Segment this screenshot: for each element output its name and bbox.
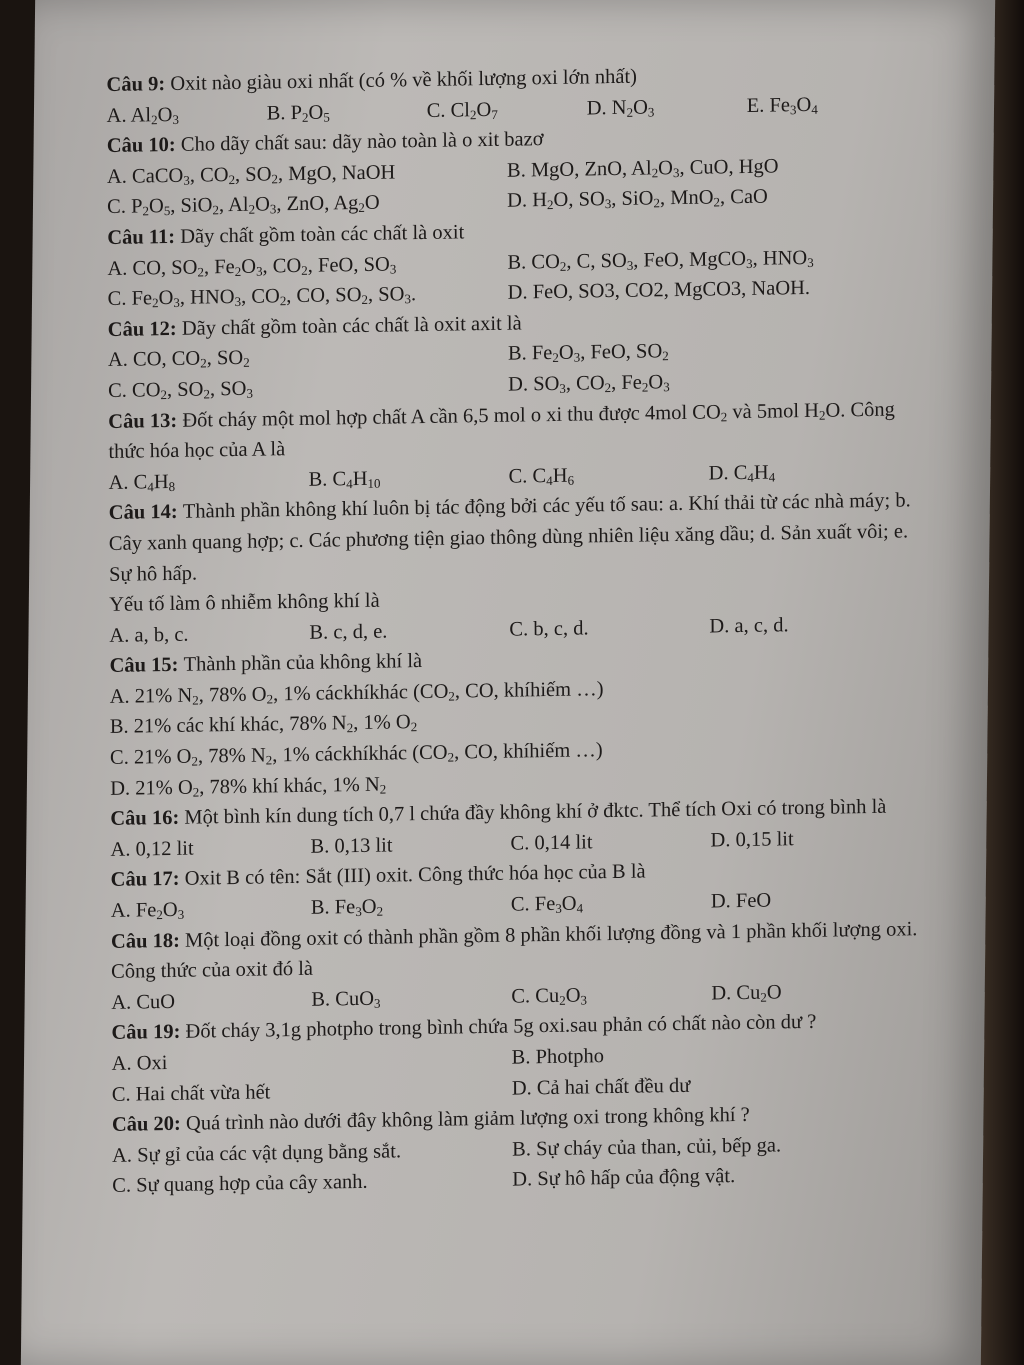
question-13: [108, 394, 929, 499]
question-number: Câu 20:: [111, 1112, 187, 1137]
answer-option: A. Oxi: [111, 1052, 168, 1075]
question-16: [110, 791, 930, 865]
question-9: [106, 57, 926, 131]
question-stem: Thành phần của không khí là: [183, 650, 423, 677]
question-stem: Oxit nào giàu oxi nhất (có % về khối lượng oxi lớn nhất): [170, 65, 638, 95]
answer-option: A. 21% $N_2$, 78% $O_2$, 1% cáckhíkhác ($CO_2$, CO, khíhiếm …): [109, 678, 604, 708]
question-14: [109, 485, 930, 651]
question-12: [108, 302, 929, 407]
answer-option: A. CuO: [111, 990, 176, 1014]
answer-option: D. $Cu_2O$: [711, 981, 782, 1005]
answer-option: E. $Fe_3O_4$: [746, 93, 818, 117]
question-number: Câu 16:: [110, 806, 185, 831]
answer-option: A. Sự gỉ của các vật dụng bằng sắt.: [112, 1140, 402, 1167]
answer-option: B. CuO$_3$: [311, 987, 381, 1011]
question-number: Câu 15:: [109, 654, 184, 678]
question-stem: Đốt cháy 3,1g photpho trong bình chứa 5g oxi.sau phản có chất nào còn dư ?: [185, 1011, 817, 1044]
answer-option: A. $Al_2O_3$: [106, 103, 179, 127]
question-15: [109, 638, 930, 804]
answer-option: C. b, c, d.: [509, 617, 589, 641]
answer-option: C. $Cl_2O_7$: [426, 98, 498, 122]
answer-option: C. $Cu_2O_3$: [511, 984, 588, 1008]
answer-option: D. $H_2O$, $SO_3$, SiO$_2$, MnO$_2$, CaO: [507, 185, 768, 213]
question-number: Câu 19:: [111, 1021, 186, 1045]
paper-sheet: [21, 0, 995, 1365]
question-stem: Thành phần không khí luôn bị tác động bởi các yếu tố sau: a. Khí thải từ các nhà máy; b. Cây xanh quang hợp; c. Các phương tiện giao thông dùng nhiên liệu xăng dầu; d. Sản xuất vôi; e. Sự hô hấp.: [108, 489, 911, 586]
question-number: Câu 13:: [108, 409, 183, 433]
answer-option: B. $CO_2$, C, $SO_3$, FeO, MgCO$_3$, $HNO_3$: [507, 246, 814, 274]
answer-option: B. $C_4H_{10}$: [308, 467, 381, 491]
answer-option: B. $P_2O_5$: [266, 101, 330, 125]
answer-option: B. MgO, ZnO, $Al_2O_3$, CuO, HgO: [506, 155, 779, 182]
question-number: Câu 12:: [107, 317, 182, 341]
question-stem: Đốt cháy một mol hợp chất A cần 6,5 mol o xi thu được 4mol $CO_2$ và 5mol $H_2O$. Công thức hóa học của A là: [108, 398, 895, 464]
answer-option: A. $Fe_2O_3$: [110, 898, 185, 923]
answer-option: A. 0,12 lit: [110, 837, 194, 861]
question-stem: Quá trình nào dưới đây không làm giảm lượng oxi trong không khí ?: [185, 1104, 750, 1135]
question-stem: Dãy chất gồm toàn các chất là oxit: [180, 221, 465, 248]
answer-option: C. $Fe_3O_4$: [510, 892, 584, 916]
answer-option: D. FeO: [710, 889, 772, 913]
question-number: Câu 9:: [106, 72, 171, 96]
question-number: Câu 14:: [108, 501, 183, 525]
answer-option: B. c, d, e.: [309, 620, 388, 644]
question-number: Câu 11:: [107, 225, 181, 249]
question-stem: Một bình kín dung tích 0,7 l chứa đầy không khí ở đktc. Thể tích Oxi có trong bình là: [184, 795, 887, 829]
answer-option: C. 21% $O_2$, 78% $N_2$, 1% cáckhíkhác ($CO_2$, CO, khíhiếm …): [109, 739, 603, 769]
answer-option: C. $C_4H_6$: [508, 464, 575, 488]
answer-option: D. $N_2O_3$: [586, 96, 655, 120]
question-stem: Một loại đồng oxit có thành phần gồm 8 phần khối lượng đồng và 1 phần khối lượng oxi. Công thức của oxit đó là: [111, 917, 918, 984]
answer-option: A. a, b, c.: [109, 623, 189, 647]
answer-option: C. $CO_2$, $SO_2$, $SO_3$: [108, 377, 254, 403]
answer-option: D. 21% $O_2$, 78% khí khác, 1% $N_2$: [110, 773, 387, 800]
question-number: Câu 17:: [110, 868, 185, 892]
answer-option: D. 0,15 lit: [710, 828, 794, 852]
question-stem: Dãy chất gồm toàn các chất là oxit axit là: [181, 312, 522, 340]
answer-option: D. $C_4H_4$: [708, 461, 776, 485]
answer-option: B. Photpho: [511, 1045, 604, 1069]
answer-option: A. CO, $CO_2$, $SO_2$: [107, 347, 250, 372]
answer-option: A. $C_4H_8$: [108, 470, 176, 495]
answer-option: C. Hai chất vừa hết: [111, 1080, 271, 1106]
answer-option: C. Sự quang hợp của cây xanh.: [112, 1171, 368, 1198]
exam-content: [106, 57, 932, 1202]
answer-option: D. Sự hô hấp của động vật.: [512, 1165, 736, 1191]
answer-option: B. 0,13 lit: [310, 834, 393, 858]
answer-option: D. FeO, SO3, CO2, MgCO3, NaOH.: [507, 277, 811, 304]
answer-option: A. CO, $SO_2$, $Fe_2O_3$, $CO_2$, FeO, $SO_3$: [107, 253, 397, 280]
answer-option: C. $Fe_2O_3$, $HNO_3$, $CO_2$, CO, $SO_2$, $SO_3$.: [107, 283, 417, 311]
answer-option: D. a, c, d.: [709, 613, 789, 638]
question-number: Câu 10:: [106, 134, 181, 158]
question-subtext: Yếu tố làm ô nhiễm không khí là: [109, 589, 380, 617]
answer-option: D. Cả hai chất đều dư: [511, 1074, 691, 1100]
answer-option: B. 21% các khí khác, 78% $N_2$, 1% $O_2$: [109, 711, 418, 739]
question-text: [109, 485, 930, 590]
answer-option: C. 0,14 lit: [510, 831, 593, 855]
question-20: [112, 1097, 933, 1202]
question-19: [111, 1005, 932, 1110]
question-18: [111, 914, 932, 1019]
question-11: [107, 210, 928, 315]
answer-option: B. Sự cháy của than, củi, bếp ga.: [512, 1134, 782, 1161]
answer-option: D. $SO_3$, $CO_2$, $Fe_2O_3$: [508, 371, 670, 396]
answer-option: C. $P_2O_5$, SiO$_2$, $Al_2O_3$, ZnO, $Ag_2O$: [107, 192, 380, 219]
question-number: Câu 18:: [110, 929, 186, 953]
question-stem: Cho dãy chất sau: dãy nào toàn là o xit bazơ: [180, 128, 544, 157]
question-stem: Oxit B có tên: Sắt (III) oxit. Công thức hóa học của B là: [184, 860, 646, 891]
answer-option: B. $Fe_3O_2$: [310, 895, 384, 920]
answer-option: A. CaCO$_3$, $CO_2$, $SO_2$, MgO, NaOH: [106, 161, 396, 188]
answer-option: B. $Fe_2O_3$, FeO, $SO_2$: [507, 340, 669, 366]
question-10: [107, 118, 928, 223]
